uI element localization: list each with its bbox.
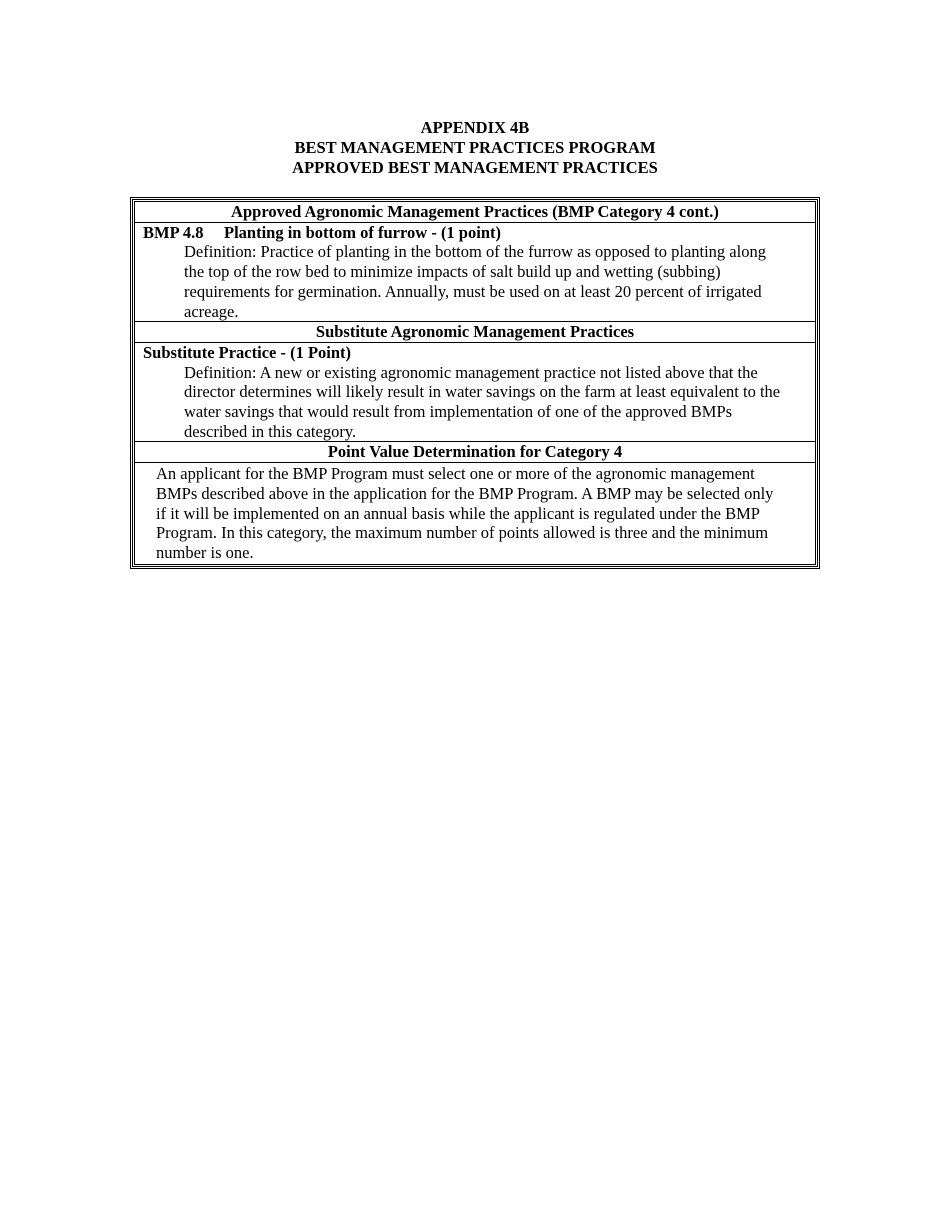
substitute-practices-heading: Substitute Agronomic Management Practices <box>135 322 815 343</box>
paragraph-line: An applicant for the BMP Program must select one or more of the agronomic management <box>156 464 755 484</box>
substitute-practice-block <box>135 343 815 443</box>
approved-practices-heading: Approved Agronomic Management Practices (BMP Category 4 cont.) <box>135 202 815 223</box>
point-value-heading: Point Value Determination for Category 4 <box>135 442 815 463</box>
definition-line: acreage. <box>184 301 239 321</box>
paragraph-line: number is one. <box>156 542 254 562</box>
definition-line: water savings that would result from implementation of one of the approved BMPs <box>184 402 733 422</box>
definition-line: requirements for germination. Annually, must be used on at least 20 percent of irrigated <box>184 281 762 301</box>
definition-line: the top of the row bed to minimize impacts of salt build up and wetting (subbing) <box>184 262 721 282</box>
document-header <box>0 118 950 178</box>
substitute-practice-title: Substitute Practice - (1 Point) <box>143 342 352 362</box>
bmp-table <box>130 197 820 569</box>
bmp-table-inner <box>134 201 816 565</box>
paragraph-line: BMPs described above in the application for the BMP Program. A BMP may be selected only <box>156 483 774 503</box>
definition-line: Definition: Practice of planting in the bottom of the furrow as opposed to planting along <box>184 242 766 262</box>
bmp-name: Planting in bottom of furrow - (1 point) <box>224 222 501 242</box>
substitute-practice-definition <box>143 363 815 442</box>
definition-line: described in this category. <box>184 421 357 441</box>
paragraph-line: if it will be implemented on an annual basis while the applicant is regulated under the BMP <box>156 503 760 523</box>
bmp-4-8-block <box>135 223 815 323</box>
program-title: BEST MANAGEMENT PRACTICES PROGRAM <box>294 138 656 157</box>
point-value-paragraph <box>135 463 815 564</box>
bmp-4-8-title <box>143 223 815 243</box>
definition-line: director determines will likely result in water savings on the farm at least equivalent to the <box>184 382 781 402</box>
bmp-4-8-definition <box>143 242 815 321</box>
appendix-title: APPENDIX 4B <box>420 118 530 137</box>
definition-line: Definition: A new or existing agronomic management practice not listed above that the <box>184 362 758 382</box>
paragraph-line: Program. In this category, the maximum number of points allowed is three and the minimum <box>156 523 769 543</box>
bmp-number: BMP 4.8 <box>143 222 204 242</box>
practices-title: APPROVED BEST MANAGEMENT PRACTICES <box>292 158 658 177</box>
